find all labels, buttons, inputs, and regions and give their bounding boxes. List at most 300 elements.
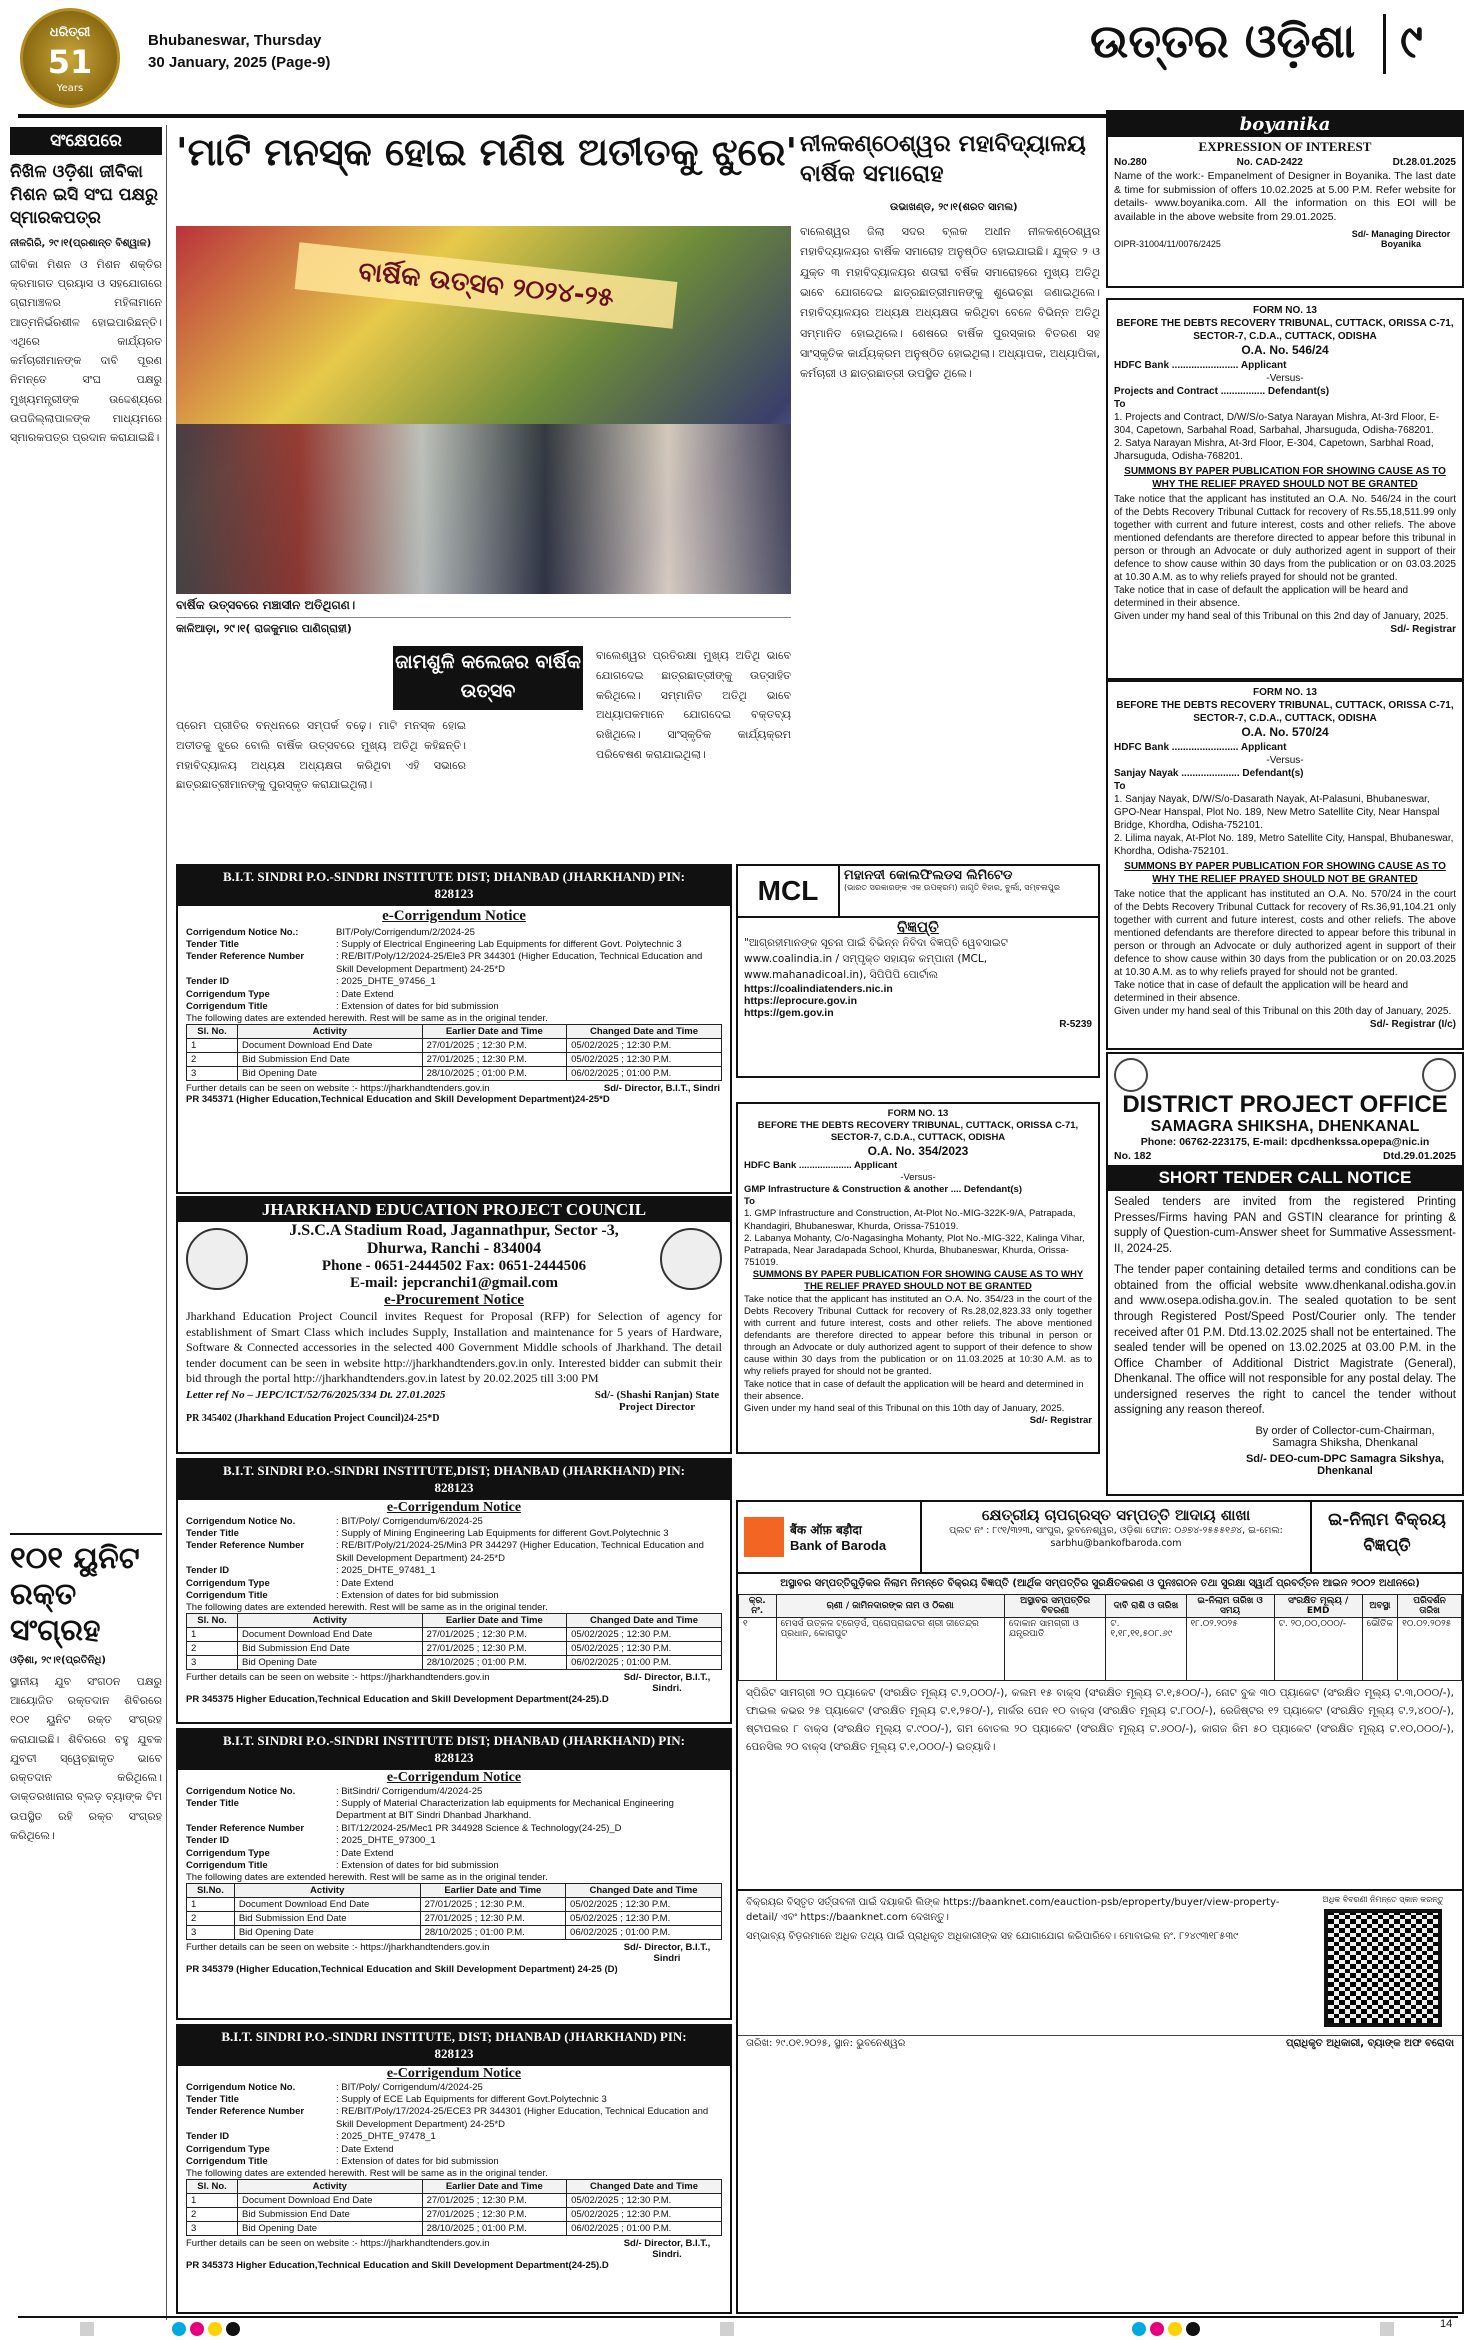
bit3-date-table (186, 1883, 722, 1940)
bit4-pr: PR 345373 Higher Education,Technical Education and Skill Development Department(24-25).D (186, 2260, 609, 2272)
bit-sindri-notice-2 (176, 1458, 732, 1724)
table-cell: 06/02/2025 ; 01:00 P.M. (566, 1926, 722, 1940)
bit3-intro: The following dates are extended herewith. Rest will be same as in the original tender. (186, 1872, 548, 1884)
table-cell: Bid Opening Date (238, 2222, 423, 2236)
dpo-heading: SHORT TENDER CALL NOTICE (1108, 1165, 1462, 1191)
samagra-shiksha-logo-icon (1422, 1058, 1456, 1092)
bit-sindri-notice-1 (176, 864, 732, 1194)
table-cell: 05/02/2025 ; 12:30 P.M. (566, 1898, 722, 1912)
table-cell: ୧୮.୦୨.୨୦୨୫ (1186, 1618, 1274, 1681)
bit4-detail-value: : 2025_DHTE_97478_1 (336, 2131, 436, 2143)
odisha-emblem-icon (1114, 1058, 1148, 1092)
table-cell: 05/02/2025 ; 12:30 P.M. (567, 1628, 722, 1642)
table-cell: 2 (187, 1053, 238, 1067)
drt-mid-given: Given under my hand seal of this Tribunal on this 10th day of January, 2025. (744, 1402, 1065, 1414)
bit2-heading: e-Corrigendum Notice (386, 1499, 522, 1515)
district-project-office-ad (1106, 1052, 1464, 1496)
jepc-title: JHARKHAND EDUCATION PROJECT COUNCIL (178, 1198, 730, 1222)
table-cell: ଭୌତିକ (1362, 1618, 1397, 1681)
bob-date-line: ତାରିଖ: ୨୯.୦୧.୨୦୨୫, ସ୍ଥାନ: ଭୁବନେଶ୍ୱର (746, 2038, 906, 2049)
bit1-detail-key: Corrigendum Type (186, 988, 270, 1000)
drt1-party-2: 2. Satya Narayan Mishra, At-3rd Floor, E-304, Capetown, Sarbhal Road, Jharsuguda, Odisha-768201. (1114, 437, 1434, 462)
table-cell: 27/01/2025 ; 12:30 P.M. (422, 1642, 567, 1656)
color-dots-right (1130, 2321, 1202, 2340)
table-header: Changed Date and Time (567, 2180, 722, 2194)
jepc-emblem-icon (186, 1228, 248, 1290)
drt1-party-1: 1. Projects and Contract, D/W/S/o-Satya Narayan Mishra, At-3rd Floor, E-304, Capetown, Sarbahal Road, Sarbahal, Jharsuguda, Odisha-768201. (1114, 411, 1440, 436)
bob-sign: ପ୍ରାଧିକୃତ ଅଧିକାରୀ, ବ୍ୟାଙ୍କ ଅଫ ବରୋଦା (1286, 2038, 1454, 2049)
bit3-title: B.I.T. SINDRI P.O.-SINDRI INSTITUTE DIST; DHANBAD (JHARKHAND) PIN: 828123 (178, 1730, 730, 1770)
drt-mid-sign: Sd/- Registrar (1029, 1415, 1092, 1427)
table-header: Earlier Date and Time (422, 1614, 567, 1628)
table-cell: 1 (187, 1628, 238, 1642)
table-cell: Bid Submission End Date (234, 1912, 420, 1926)
jepc-address-1: J.S.C.A Stadium Road, Jagannathpur, Sector -3, (289, 1222, 619, 1239)
bit2-detail-value: : Extension of dates for bid submission (336, 1589, 499, 1601)
table-header: Activity (238, 1614, 423, 1628)
table-header: ସଂରକ୍ଷିତ ମୂଲ୍ୟ / EMD (1274, 1595, 1362, 1618)
drt2-body: Take notice that the applicant has instituted an O.A. No. 570/24 in the court of the Debts Recovery Tribunal Cuttack for recovery of Rs.36,91,104.21 only together with current and future interest, costs and other reliefs. The above mentioned defendants are therefore directed to appear before this tribunal in person or through an Advocate or duly authorized agent in support of their defence to show cause within 30 days from the publication or on 20.03.2025 at 10.30 A.M. as to why reliefs prayed for should not be granted. (1114, 888, 1456, 978)
drt1-form-no: FORM NO. 13 (1253, 305, 1317, 316)
jepc-notice (176, 1196, 732, 1454)
boyanika-sign: Sd/- Managing Director Boyanika (1351, 228, 1451, 249)
bit1-detail-value: : Extension of dates for bid submission (336, 1000, 499, 1012)
bit2-detail-value: : Supply of Mining Engineering Lab Equipments for different Govt.Polytechnic 3 (336, 1528, 669, 1540)
table-header: Changed Date and Time (567, 1614, 722, 1628)
bit3-detail-value: : BIT/12/2024-25/Mec1 PR 344928 Science & Technology(24-25)_D (336, 1822, 622, 1834)
mcl-subtitle: (ଭାରତ ସରକାରଙ୍କ ଏକ ଉପକ୍ରମ) ଜାଗୃତି ବିହାର, ବୁର୍ଲା, ସମ୍ବଲପୁର (844, 883, 1060, 892)
table-cell: 27/01/2025 ; 12:30 P.M. (422, 2208, 567, 2222)
bob-logo-icon (744, 1517, 784, 1557)
drt1-body: Take notice that the applicant has instituted an O.A. No. 546/24 in the court of the Debts Recovery Tribunal Cuttack for recovery of Rs.55,18,511.99 only together with current and future interest, costs and other reliefs. The above mentioned defendants are therefore directed to appear before this tribunal in person or through an Advocate or duly authorized agent in support of their defence to show cause within 30 days from the publication or on 03.03.2025 at 10.30 A.M. as to why reliefs prayed for should not be granted. (1114, 493, 1456, 583)
table-cell: ଟ. ୨୦,୦୦,୦୦୦/- (1274, 1618, 1362, 1681)
table-cell: Document Download End Date (238, 2194, 423, 2208)
bit4-detail-value: : Supply of ECE Lab Equipments for different Govt.Polytechnic 3 (336, 2094, 607, 2106)
table-cell: Bid Opening Date (238, 1656, 423, 1670)
college-body: ବାଲେଶ୍ୱର ଜିଲା ସଦର ବ୍ଲକ ଅଧୀନ ନୀଳକଣ୍ଠେଶ୍ୱର ମହାବିଦ୍ୟାଳୟର ବାର୍ଷିକ ସମାରୋହ ଅନୁଷ୍ଠିତ ହୋଇଯାଇଛି। ଯୁକ୍ତ ୨ ଓ ଯୁକ୍ତ ୩ ମହାବିଦ୍ୟାଳୟର ଶତାବ୍ଦୀ ବର୍ଷିକ ସମାରୋହରେ ମୁଖ୍ୟ ଅତିଥି ଭାବେ ଯୋଗଦେଇ ଛାତ୍ରଛାତ୍ରୀମାନଙ୍କୁ ଶୁଭେଚ୍ଛା ଜଣାଇଥିଲେ। ମହାବିଦ୍ୟାଳୟର ଅଧ୍ୟକ୍ଷ ଅଧ୍ୟକ୍ଷତା କରିଥିବା ବେଳେ ବିଭିନ୍ନ ଅତିଥି ସମ୍ମାନିତ ହୋଇଥିଲେ। ଶେଷରେ ବାର୍ଷିକ ପୁରସ୍କାର ବିତରଣ ସହ ସାଂସ୍କୃତିକ କାର୍ଯ୍ୟକ୍ରମ ଅନୁଷ୍ଠିତ ହୋଇଥିଲା। ଅଧ୍ୟାପକ, ଅଧ୍ୟାପିକା, କର୍ମଚାରୀ ଓ ଛାତ୍ରଛାତ୍ରୀ ଉପସ୍ଥିତ ଥିଲେ। (800, 225, 1100, 381)
bit2-detail-value: : BIT/Poly/ Corrigendum/6/2024-25 (336, 1515, 483, 1527)
jharkhand-emblem-icon (660, 1228, 722, 1290)
drt-mid-applicant: HDFC Bank .................... Applicant (744, 1159, 898, 1171)
bob-branch-address: ପ୍ଲଟ ନଂ : ୮୯୧/୩୨୩, ସାଂପୁର, ଭୁବନେଶ୍ୱର, ଓଡ଼ିଶା ଫୋନ: ୦୬୭୪-୨୫୫୫୧୬୪, ଇ-ମେଲ: sarbhu@bankofbaroda.com (949, 1525, 1283, 1550)
page-number: ୯ (1400, 14, 1423, 68)
bit4-sign: Sd/- Director, B.I.T., Sindri. (623, 2238, 711, 2261)
table-cell: 05/02/2025 ; 12:30 P.M. (567, 1053, 722, 1067)
bit4-footer: Further details can be seen on website :- https://jharkhandtenders.gov.in (186, 2238, 490, 2250)
drt2-oa: O.A. No. 570/24 (1241, 725, 1329, 739)
bit1-detail-value: : Date Extend (336, 988, 394, 1000)
bob-notice-title: ଇ-ନିଲାମ ବିକ୍ରୟ ବିଜ୍ଞପ୍ତି (1328, 1510, 1446, 1556)
bit3-pr: PR 345379 (Higher Education,Technical Education and Skill Development Department) 24-25 (D) (186, 1964, 618, 1976)
jepc-body: Jharkhand Education Project Council invites Request for Proposal (RFP) for Selection of agency for establishment of Smart Class which includes Supply, Installation and maintenance for 5 years of Hardware, Software & Connected accessories in the selected 400 Government Middle schools of Jharkhand. The detail tender document can be seen in website http://jharkhandtenders.gov.in only. Interested bidder can submit their bid through the portal http://jharkhandtenders.gov.in latest by 20.02.2025 till 3:00 PM (186, 1309, 722, 1386)
bit1-detail-value: BIT/Poly/Corrigendum/2/2024-25 (336, 926, 475, 938)
date-page: 30 January, 2025 (Page-9) (148, 54, 331, 71)
logo-text: ଧରିତ୍ରୀ (49, 25, 91, 40)
drt-mid-to: To (744, 1196, 755, 1208)
table-cell: 28/10/2025 ; 01:00 P.M. (420, 1926, 565, 1940)
bit3-detail-value: : Date Extend (336, 1847, 394, 1859)
table-cell: 05/02/2025 ; 12:30 P.M. (567, 2208, 722, 2222)
registration-block-left (80, 2322, 94, 2336)
bit4-intro: The following dates are extended herewith. Rest will be same as in the original tender. (186, 2168, 548, 2180)
drt-mid-party-2: 2. Labanya Mohanty, C/o-Nagasingha Mohanty, Plot No.-MIG-322, Kalinga Vihar, Patrapada, Near Jaradapada School, Khurda, Bhubaneswar, Khurda, Orissa-751019. (744, 1232, 1085, 1269)
bit2-detail-value: : RE/BIT/Poly/21/2024-25/Min3 PR 344297 (Higher Education, Technical Education and Skill Development Department) 24-25*D (336, 1540, 704, 1564)
college-headline: ନୀଳକଣ୍ଠେଶ୍ୱର ମହାବିଦ୍ୟାଳୟ ବାର୍ଷିକ ସମାରୋହ (800, 131, 1086, 187)
footer-page-number: 14 (1440, 2318, 1453, 2330)
table-cell: 28/10/2025 ; 01:00 P.M. (422, 1656, 567, 1670)
bit1-detail-value: : RE/BIT/Poly/12/2024-25/Ele3 PR 344301 (Higher Education, Technical Education and Skill Development Department) 24-25*D (336, 951, 703, 975)
photo-people (176, 424, 791, 594)
bit2-intro: The following dates are extended herewith. Rest will be same as in the original tender. (186, 1602, 548, 1614)
table-cell: 05/02/2025 ; 12:30 P.M. (567, 1642, 722, 1656)
bit2-title: B.I.T. SINDRI P.O.-SINDRI INSTITUTE,DIST; DHANBAD (JHARKHAND) PIN: 828123 (178, 1460, 730, 1500)
table-cell: 05/02/2025 ; 12:30 P.M. (566, 1912, 722, 1926)
boyanika-cad: No. CAD-2422 (1236, 157, 1303, 168)
dpo-subtitle: SAMAGRA SHIKSHA, DHENKANAL (1150, 1118, 1420, 1136)
lead-subheadline: ଜାମଶୁଳି କଲେଜର ବାର୍ଷିକ ଉତ୍ସବ (393, 646, 583, 710)
jepc-pr: PR 345402 (Jharkhand Education Project Council)24-25*D (186, 1412, 440, 1424)
drt-mid-title: BEFORE THE DEBTS RECOVERY TRIBUNAL, CUTTACK, ORISSA C-71, SECTOR-7, C.D.A., CUTTACK, ODISHA (757, 1120, 1079, 1144)
table-cell: 2 (187, 1912, 235, 1926)
table-cell: 1 (187, 2194, 238, 2208)
bit1-pr: PR 345371 (Higher Education,Technical Education and Skill Development Department)24-25*D (186, 1094, 610, 1106)
bit3-detail-key: Tender Reference Number (186, 1822, 305, 1834)
bit-sindri-notice-3 (176, 1728, 732, 2020)
boyanika-heading: EXPRESSION OF INTEREST (1198, 139, 1372, 154)
table-row (739, 1618, 1462, 1681)
drt2-applicant: HDFC Bank ........................ Applicant (1114, 741, 1287, 753)
bit4-detail-key: Tender ID (186, 2131, 230, 2143)
bit3-detail-key: Corrigendum Type (186, 1847, 270, 1859)
table-cell: 3 (187, 1656, 238, 1670)
bit3-details (186, 1786, 722, 1872)
drt-mid-body: Take notice that the applicant has instituted an O.A. No. 354/23 in the court of the Debts Recovery Tribunal Cuttack for recovery of Rs.28,02,823.33 only together with current and future interest, costs and other reliefs. The above mentioned defendants are therefore directed to appear before this tribunal in person or through an Advocate or duly authorized agent to support of their defence to show cause within 30 days from the publication or on 11.03.2025 at 10:30 A.M. as to why reliefs prayed for should not be granted. (744, 1293, 1092, 1378)
boyanika-ad (1106, 110, 1464, 288)
college-dateline: ଉଭାଖଣ୍ଡ, ୨୯।୧(ଶରତ ସାମଲ) (890, 202, 1018, 213)
bit2-details (186, 1516, 722, 1602)
table-row (187, 2222, 722, 2236)
drt1-sign: Sd/- Registrar (1390, 623, 1456, 635)
jepc-email: E-mail: jepcranchi1@gmail.com (349, 1275, 559, 1291)
bit2-detail-value: : 2025_DHTE_97481_1 (336, 1565, 436, 1577)
jepc-phone: Phone - 0651-2444502 Fax: 0651-2444506 (321, 1258, 587, 1274)
footer-rule (18, 2316, 1458, 2318)
bit4-detail-key: Tender Title (186, 2094, 239, 2106)
bob-links: ବିକ୍ରୟର ବିସ୍ତୃତ ସର୍ତ୍ତାବଳୀ ପାଇଁ ଦୟାକରି ଲିଙ୍କ https://baanknet.com/eauction-psb/eproperty/buyer/view-property-detail/ ଏବଂ https://baanknet.com ଦେଖନ୍ତୁ। (746, 1897, 1280, 1923)
bit4-detail-key: Corrigendum Type (186, 2143, 270, 2155)
photo-banner: ବାର୍ଷିକ ଉତ୍ସବ ୨୦୨୪-୨୫ (295, 242, 678, 328)
drt2-given: Given under my hand seal of this Tribunal on this 20th day of January, 2025. (1114, 1005, 1452, 1017)
dpo-no: No. 182 (1114, 1150, 1152, 1163)
bit3-detail-key: Corrigendum Notice No. (186, 1785, 296, 1797)
table-header: Sl.No. (187, 1884, 235, 1898)
drt-mid-defendant: GMP Infrastructure & Construction & another .... Defendant(s) (744, 1184, 1022, 1196)
mcl-body: "ଆଗ୍ରହୀମାନଙ୍କ ସୂଚନା ପାଇଁ ବିଭିନ୍ନ ନିବିଦା ବିଜ୍ଞପ୍ତି ୱେବସାଇଟ www.coalindia.in / ସମ୍ପୃକ୍ତ ସହାୟକ କମ୍ପାନୀ (MCL, www.mahanadicoal.in), ସିପିପିପି ପୋର୍ଟାଲ (744, 937, 1008, 981)
table-cell: ମେସର୍ସ ଉତ୍କଳ ଟ୍ରେଡ଼ର୍ସ, ପ୍ରୋପ୍ରାଇଟର ଶ୍ରୀ ଜୀତେନ୍ଦ୍ର ପ୍ରଧାନ, କୋରାପୁଟ (776, 1618, 1004, 1681)
drt2-sign: Sd/- Registrar (I/c) (1369, 1018, 1456, 1030)
drt-mid-form-no: FORM NO. 13 (887, 1108, 949, 1119)
drt1-summons: SUMMONS BY PAPER PUBLICATION FOR SHOWING CAUSE AS TO WHY THE RELIEF PRAYED SHOULD NOT BE GRANTED (1124, 465, 1446, 490)
dpo-phone: Phone: 06762-223175, E-mail: dpcdhenkssa.opepa@nic.in (1140, 1136, 1430, 1149)
bit2-detail-key: Corrigendum Title (186, 1589, 268, 1601)
table-cell: Document Download End Date (238, 1628, 423, 1642)
bit3-footer: Further details can be seen on website :- https://jharkhandtenders.gov.in (186, 1942, 490, 1954)
table-header: Activity (238, 2180, 423, 2194)
table-cell: Bid Submission End Date (238, 2208, 423, 2222)
table-header: Earlier Date and Time (422, 2180, 567, 2194)
blood-headline: ୧୦୧ ୟୁନିଟ ରକ୍ତ ସଂଗ୍ରହ (10, 1540, 140, 1648)
table-row (187, 1898, 722, 1912)
registration-block-right (1380, 2322, 1394, 2336)
boyanika-oipr: OIPR-31004/11/0076/2425 (1114, 238, 1221, 249)
bit4-date-table (186, 2179, 722, 2236)
table-header: Activity (234, 1884, 420, 1898)
table-cell: 1 (187, 1898, 235, 1912)
table-cell: 05/02/2025 ; 12:30 P.M. (567, 2194, 722, 2208)
boyanika-logo: boyanika (1108, 112, 1462, 137)
bit2-detail-key: Tender ID (186, 1565, 230, 1577)
table-cell: 3 (187, 2222, 238, 2236)
mcl-name: ମହାନଦୀ କୋଲଫିଲଡସ ଲିମିଟେଡ (844, 868, 1013, 883)
bit4-detail-value: : Extension of dates for bid submission (336, 2155, 499, 2167)
bit1-heading: e-Corrigendum Notice (382, 907, 526, 924)
table-row (187, 1053, 722, 1067)
bit2-footer: Further details can be seen on website :- https://jharkhandtenders.gov.in (186, 1672, 490, 1684)
table-cell: Bid Opening Date (238, 1067, 423, 1081)
drt-notice-546 (1106, 298, 1464, 680)
bit1-title: B.I.T. SINDRI P.O.-SINDRI INSTITUTE DIST; DHANBAD (JHARKHAND) PIN: 828123 (178, 866, 730, 906)
table-row (187, 2208, 722, 2222)
drt-mid-party-1: 1. GMP Infrastructure and Construction, At-Plot No.-MIG-322K-9/A, Patrapada, Khandagiri, Bhubaneswar, Khurda, Orissa-751019. (744, 1208, 1076, 1232)
table-cell: 3 (187, 1067, 238, 1081)
table-cell: 27/01/2025 ; 12:30 P.M. (422, 1039, 567, 1053)
table-cell: 06/02/2025 ; 01:00 P.M. (567, 1067, 722, 1081)
table-row (187, 1926, 722, 1940)
bit2-detail-key: Corrigendum Notice No. (186, 1515, 296, 1527)
bit3-detail-value: : Supply of Material Characterization lab equipments for Mechanical Engineering Department at BIT Sindri Dhanbad Jharkhand. (336, 1798, 674, 1822)
brief-dateline: ନୀଳଗିରି, ୨୯।୧(ପ୍ରଶାନ୍ତ ବିଶ୍ୱାଳ) (10, 237, 152, 249)
bob-branch: କ୍ଷେତ୍ରୀୟ ଚାପଗ୍ରସ୍ତ ସମ୍ପତ୍ତି ଆଦାୟ ଶାଖା (981, 1506, 1251, 1524)
boyanika-body: Name of the work:- Empanelment of Designer in Boyanika. The last date & time for submission of offers 10.02.2025 at 5.00 P.M. Refer website for details- www.boyanika.com. All the information on this EOI will be available in the above website from 29.01.2025. (1114, 170, 1456, 223)
logo-years-number: 51 (47, 43, 93, 81)
bob-brand-hindi: बैंक ऑफ़ बड़ौदा (790, 1523, 862, 1537)
drt1-given: Given under my hand seal of this Tribunal on this 2nd day of January, 2025. (1114, 610, 1449, 622)
drt1-applicant: HDFC Bank ........................ Applicant (1114, 359, 1287, 371)
table-header: ଋଣୀ / ଜାମିନଦାରଙ୍କ ନାମ ଓ ଠିକଣା (776, 1595, 1004, 1618)
table-cell: Bid Submission End Date (238, 1642, 423, 1656)
table-cell: Bid Submission End Date (238, 1053, 423, 1067)
table-row (187, 1656, 722, 1670)
bit3-detail-value: : Extension of dates for bid submission (336, 1859, 499, 1871)
drt-notice-570 (1106, 680, 1464, 1050)
table-cell: 28/10/2025 ; 01:00 P.M. (422, 2222, 567, 2236)
table-cell: 06/02/2025 ; 01:00 P.M. (567, 1656, 722, 1670)
lead-photo (176, 226, 791, 594)
drt2-versus: -Versus- (1266, 754, 1304, 766)
bit4-detail-value: : BIT/Poly/ Corrigendum/4/2024-25 (336, 2081, 483, 2093)
bit3-detail-key: Tender Title (186, 1798, 239, 1810)
bit2-detail-key: Corrigendum Type (186, 1577, 270, 1589)
blood-body: ସ୍ଥାନୀୟ ଯୁବ ସଂଗଠନ ପକ୍ଷରୁ ଆୟୋଜିତ ରକ୍ତଦାନ ଶିବିରରେ ୧୦୧ ୟୁନିଟ ରକ୍ତ ସଂଗ୍ରହ କରାଯାଇଛି। ଶିବିରରେ ବହୁ ଯୁବକ ଯୁବତୀ ସ୍ୱେଚ୍ଛାକୃତ ଭାବେ ରକ୍ତଦାନ କରିଥିଲେ। ଡାକ୍ତରଖାନାର ବ୍ଲଡ଼ ବ୍ୟାଙ୍କ ଟିମ ଉପସ୍ଥିତ ରହି ରକ୍ତ ସଂଗ୍ରହ କରିଥିଲେ। (10, 1674, 162, 1842)
table-header: Sl. No. (187, 1614, 238, 1628)
drt-notice-354 (736, 1102, 1100, 1454)
drt2-party-2: 2. Lilima nayak, At-Plot No. 189, Metro Satellite City, Hanspal, Bhubaneswar, Khordha, Odisha-752101. (1114, 832, 1454, 857)
table-cell: ୧ (739, 1618, 777, 1681)
bit3-detail-key: Tender ID (186, 1835, 230, 1847)
logo-seal (20, 8, 120, 108)
drt-mid-versus: -Versus- (900, 1171, 936, 1183)
table-row (187, 1642, 722, 1656)
bit2-pr: PR 345375 Higher Education,Technical Education and Skill Development Department(24-25).D (186, 1694, 609, 1706)
page-footer (0, 2316, 1477, 2339)
mcl-ref: R-5239 (1059, 1019, 1092, 1031)
table-cell: 28/10/2025 ; 01:00 P.M. (422, 1067, 567, 1081)
bit1-detail-key: Tender ID (186, 976, 230, 988)
drt1-versus: -Versus- (1266, 372, 1304, 384)
jepc-letter: Letter ref No – JEPC/ICT/52/76/2025/334 Dt. 27.01.2025 (186, 1388, 446, 1401)
mcl-notice (736, 864, 1100, 1078)
bit4-title: B.I.T. SINDRI P.O.-SINDRI INSTITUTE, DIST; DHANBAD (JHARKHAND) PIN: 828123 (178, 2026, 730, 2066)
boyanika-no: No.280 (1114, 157, 1147, 168)
jepc-address-2: Dhurwa, Ranchi - 834004 (366, 1240, 542, 1257)
table-cell: 2 (187, 1642, 238, 1656)
mcl-link-2[interactable]: https://eprocure.gov.in (744, 995, 857, 1008)
drt2-note: Take notice that in case of default the application will be heard and determined in their absence. (1114, 979, 1409, 1004)
lead-headline: 'ମାଟି ମନସ୍କ ହୋଇ ମଣିଷ ଅତୀତକୁ ଝୁରେ' (176, 130, 798, 174)
bit1-detail-value: : 2025_DHTE_97456_1 (336, 976, 436, 988)
boyanika-date: Dt.28.01.2025 (1392, 157, 1456, 168)
table-cell: 27/01/2025 ; 12:30 P.M. (420, 1898, 565, 1912)
bob-items: ସ୍ପିରିଟ ସାମଗ୍ରୀ ୨୦ ପ୍ୟାକେଟ (ସଂରକ୍ଷିତ ମୂଲ୍ୟ ଟ.୨,୦୦୦/-), କଲମ ୧୫ ବାକ୍ସ (ସଂରକ୍ଷିତ ମୂଲ୍ୟ ଟ.୧,୫୦୦/-), ନୋଟ ବୁକ ୩୦ ପ୍ୟାକେଟ (ସଂରକ୍ଷିତ ମୂଲ୍ୟ ଟ.୩,୦୦୦/-), ଫାଇଲ କଭର ୨୫ ପ୍ୟାକେଟ (ସଂରକ୍ଷିତ ମୂଲ୍ୟ ଟ.୧,୨୫୦/-), ମାର୍କର ପେନ ୧୦ ବାକ୍ସ (ସଂରକ୍ଷିତ ମୂଲ୍ୟ ଟ.୮୦୦/-), ରେଜିଷ୍ଟର ୧୨ ପ୍ୟାକେଟ (ସଂରକ୍ଷିତ ମୂଲ୍ୟ ଟ.୨,୪୦୦/-), ଷ୍ଟାପଲର ୮ ବାକ୍ସ (ସଂରକ୍ଷିତ ମୂଲ୍ୟ ଟ.୯୦୦/-), ଗମ ବୋତଲ ୨୦ ପ୍ୟାକେଟ (ସଂରକ୍ଷିତ ମୂଲ୍ୟ ଟ.୬୦୦/-), କାଗଜ ରିମ ୫୦ ପ୍ୟାକେଟ (ସଂରକ୍ଷିତ ମୂଲ୍ୟ ଟ.୧୦,୦୦୦/-), ପେନସିଲ ୨୦ ବାକ୍ସ (ସଂରକ୍ଷିତ ମୂଲ୍ୟ ଟ.୧,୦୦୦/-) ଇତ୍ୟାଦି। (746, 1687, 1454, 1753)
bob-brand-english: Bank of Baroda (790, 1538, 887, 1553)
bob-helpline: ସମ୍ଭାବ୍ୟ ବିଡ଼ରମାନେ ଅଧିକ ତଥ୍ୟ ପାଇଁ ପ୍ରାଧିକୃତ ଅଧିକାରୀଙ୍କ ସହ ଯୋଗାଯୋଗ କରିପାରିବେ। ମୋବାଇଲ ନଂ. ୮୨୪୯୩୧୮୫୩୯ (746, 1931, 1239, 1942)
masthead (0, 0, 1477, 118)
drt2-to: To (1114, 780, 1126, 792)
mcl-logo: MCL (738, 866, 840, 916)
bit1-detail-key: Tender Reference Number (186, 951, 305, 963)
bob-qr-caption: ଅଧିକ ବିବରଣୀ ନିମନ୍ତେ ସ୍କାନ କରନ୍ତୁ (1322, 1895, 1444, 1904)
table-row (187, 1067, 722, 1081)
drt1-oa: O.A. No. 546/24 (1241, 343, 1329, 357)
drt1-title: BEFORE THE DEBTS RECOVERY TRIBUNAL, CUTTACK, ORISSA C-71, SECTOR-7, C.D.A., CUTTACK, ODISHA (1116, 318, 1454, 342)
drt-mid-summons: SUMMONS BY PAPER PUBLICATION FOR SHOWING CAUSE AS TO WHY THE RELIEF PRAYED SHOULD NOT BE GRANTED (752, 1269, 1084, 1293)
mcl-link-1[interactable]: https://coalindiatenders.nic.in (744, 983, 893, 996)
bit3-sign: Sd/- Director, B.I.T., Sindri (623, 1942, 711, 1965)
table-cell: ୧୦.୦୨.୨୦୨୫ (1398, 1618, 1462, 1681)
lead-dateline: କାଳିଆଡ଼ା, ୨୯।୧( ରାଜକୁମାର ପାଣିଗ୍ରାହୀ) (176, 622, 352, 635)
table-cell: 05/02/2025 ; 12:30 P.M. (567, 1039, 722, 1053)
table-cell: 1 (187, 1039, 238, 1053)
brief-headline: ନିଖିଳ ଓଡ଼ିଶା ଜୀବିକା ମିଶନ ଇସି ସଂଘ ପକ୍ଷରୁ ସ୍ମାରକପତ୍ର (10, 162, 159, 228)
place-day: Bhubaneswar, Thursday (148, 32, 322, 49)
bit2-detail-key: Tender Title (186, 1528, 239, 1540)
table-cell: 2 (187, 2208, 238, 2222)
mcl-link-3[interactable]: https://gem.gov.in (744, 1007, 834, 1020)
table-row (187, 1039, 722, 1053)
table-cell: Document Download End Date (234, 1898, 420, 1912)
dpo-order: By order of Collector-cum-Chairman, Samagra Shiksha, Dhenkanal (1255, 1424, 1435, 1449)
table-header: ଅବସ୍ଥା (1362, 1595, 1397, 1618)
bit2-detail-key: Tender Reference Number (186, 1540, 305, 1552)
table-header: Earlier Date and Time (422, 1025, 567, 1039)
table-cell: ଦୋକାନ ସାମଗ୍ରୀ ଓ ଯନ୍ତ୍ରପାତି (1004, 1618, 1106, 1681)
lead-body-right: ବାଲେଶ୍ୱର ପ୍ରତିରକ୍ଷା ମୁଖ୍ୟ ଅତିଥି ଭାବେ ଯୋଗଦେଇ ଛାତ୍ରଛାତ୍ରୀଙ୍କୁ ଉତ୍ସାହିତ କରିଥିଲେ। ସମ୍ମାନିତ ଅତିଥି ଭାବେ ଅଧ୍ୟାପକମାନେ ଯୋଗଦେଇ ବକ୍ତବ୍ୟ ରଖିଥିଲେ। ସାଂସ୍କୃତିକ କାର୍ଯ୍ୟକ୍ରମ ପରିବେଷଣ କରାଯାଇଥିଲା। (596, 649, 791, 761)
table-header: Changed Date and Time (566, 1884, 722, 1898)
section-title: ଉତ୍ତର ଓଡ଼ିଶା (1090, 14, 1356, 68)
bit3-detail-value: : BitSindri/ Corrigendum/4/2024-25 (336, 1785, 483, 1797)
drt2-summons: SUMMONS BY PAPER PUBLICATION FOR SHOWING CAUSE AS TO WHY THE RELIEF PRAYED SHOULD NOT BE GRANTED (1124, 860, 1446, 885)
table-cell: 27/01/2025 ; 12:30 P.M. (422, 1053, 567, 1067)
bit1-intro: The following dates are extended herewith. Rest will be same as in the original tender. (186, 1013, 548, 1025)
table-row (187, 1628, 722, 1642)
jepc-sign: Sd/- (Shashi Ranjan) State Project Director (594, 1388, 720, 1413)
table-cell: 3 (187, 1926, 235, 1940)
registration-block-center (720, 2322, 734, 2336)
drt2-form-no: FORM NO. 13 (1253, 687, 1317, 698)
table-cell: Bid Opening Date (234, 1926, 420, 1940)
table-cell: Document Download End Date (238, 1039, 423, 1053)
bit2-sign: Sd/- Director, B.I.T., Sindri. (623, 1672, 711, 1695)
bob-intro: ଅସ୍ଥାବର ସମ୍ପତ୍ତିଗୁଡ଼ିକର ନିଲାମ ନିମନ୍ତେ ବିକ୍ରୟ ବିଜ୍ଞପ୍ତି (ଆର୍ଥିକ ସମ୍ପତ୍ତିର ସୁରକ୍ଷିତକରଣ ଓ ପୁନଃଗଠନ ତଥା ସୁରକ୍ଷା ସ୍ୱାର୍ଥ ପ୍ରବର୍ତ୍ତନ ଆଇନ ୨୦୦୨ ଅଧୀନରେ) (780, 1578, 1420, 1589)
table-header: Sl. No. (187, 1025, 238, 1039)
bank-of-baroda-auction (736, 1500, 1464, 2314)
lead-body-left: ପ୍ରେମ ପ୍ରୀତିର ବନ୍ଧନରେ ସମ୍ପର୍କ ବଢ଼େ। ମାଟି ମନସ୍କ ହୋଇ ଅତୀତକୁ ଝୁରେ ବୋଲି ବାର୍ଷିକ ଉତ୍ସବରେ ମୁଖ୍ୟ ଅତିଥି କହିଛନ୍ତି। ମହାବିଦ୍ୟାଳୟ ଅଧ୍ୟକ୍ଷ ଅଧ୍ୟକ୍ଷତା କରିଥିବା ଏହି ସଭାରେ ଛାତ୍ରଛାତ୍ରୀମାନଙ୍କୁ ପୁରସ୍କୃତ କରାଯାଇଥିଲା। (176, 719, 466, 792)
brief-header: ସଂକ୍ଷେପରେ (10, 127, 162, 155)
bit4-detail-value: : RE/BIT/Poly/17/2024-25/ECE3 PR 344301 (Higher Education, Technical Education and Skill Development Department) 24-25*D (336, 2106, 709, 2130)
bit1-footer: Further details can be seen on website :- https://jharkhandtenders.gov.in (186, 1083, 490, 1095)
bit1-date-table (186, 1024, 722, 1081)
drt1-defendant: Projects and Contract ................ Defendant(s) (1114, 385, 1330, 397)
blood-dateline: ଓଡ଼ିଶା, ୨୯।୧(ପ୍ରତିନିଧି) (10, 1654, 106, 1666)
dpo-title: DISTRICT PROJECT OFFICE (1122, 1091, 1448, 1118)
bit1-detail-value: : Supply of Electrical Engineering Lab Equipments for different Govt. Polytechnic 3 (336, 939, 682, 951)
table-header: ଅସ୍ଥାବର ସମ୍ପତ୍ତିର ବିବରଣୀ (1004, 1595, 1106, 1618)
brief-body: ଜୀବିକା ମିଶନ ଓ ମିଶନ ଶକ୍ତିର କ୍ରମାଗତ ପ୍ରୟାସ ଓ ସହଯୋଗରେ ଗ୍ରାମାଞ୍ଚଳର ମହିଳାମାନେ ଆତ୍ମନିର୍ଭରଶୀଳ ହୋଇପାରିଛନ୍ତି। ଏଥିରେ କାର୍ଯ୍ୟରତ କର୍ମଚାରୀମାନଙ୍କ ଦାବି ପୂରଣ ନିମନ୍ତେ ସଂଘ ପକ୍ଷରୁ ମୁଖ୍ୟମନ୍ତ୍ରୀଙ୍କ ଉଦ୍ଦେଶ୍ୟରେ ଉପଜିଲ୍ଲାପାଳଙ୍କ ମାଧ୍ୟମରେ ସ୍ମାରକପତ୍ର ପ୍ରଦାନ କରାଯାଇଛି। (10, 257, 162, 445)
table-row (187, 1912, 722, 1926)
table-header: କ୍ର. ନଂ. (739, 1595, 777, 1618)
bit2-date-table (186, 1613, 722, 1670)
bit4-detail-key: Tender Reference Number (186, 2106, 305, 2118)
bit3-detail-key: Corrigendum Title (186, 1859, 268, 1871)
qr-code-icon[interactable] (1324, 1909, 1442, 2027)
title-divider (1383, 14, 1386, 74)
drt2-defendant: Sanjay Nayak ..................... Defendant(s) (1114, 767, 1304, 779)
bit4-details (186, 2082, 722, 2168)
table-header: Earlier Date and Time (420, 1884, 565, 1898)
table-header: Activity (238, 1025, 423, 1039)
table-header: ପରିଦର୍ଶନ ତାରିଖ (1398, 1595, 1462, 1618)
bit3-detail-value: : 2025_DHTE_97300_1 (336, 1835, 436, 1847)
table-header: Sl. No. (187, 2180, 238, 2194)
drt1-to: To (1114, 398, 1126, 410)
bit1-detail-key: Corrigendum Notice No.: (186, 926, 299, 938)
dpo-para-1: Sealed tenders are invited from the registered Printing Presses/Firms having PAN and GSTIN clearance for printing & supply of Question-cum-Answer sheet for Summative Assessment-II, 2024-25. (1114, 1196, 1456, 1255)
table-cell: 27/01/2025 ; 12:30 P.M. (420, 1912, 565, 1926)
left-column-rule (166, 125, 167, 2320)
color-dots-left (170, 2321, 242, 2340)
bit-sindri-notice-4 (176, 2024, 732, 2314)
bit4-detail-value: : Date Extend (336, 2143, 394, 2155)
mcl-heading: ବିଜ୍ଞପ୍ତି (897, 918, 939, 936)
photo-caption: ବାର୍ଷିକ ଉତ୍ସବରେ ମଞ୍ଚାସୀନ ଅତିଥିଗଣ। (176, 598, 791, 618)
bit1-detail-key: Tender Title (186, 939, 239, 951)
bit4-heading: e-Corrigendum Notice (386, 2065, 522, 2081)
bit4-detail-key: Corrigendum Notice No. (186, 2081, 296, 2093)
table-header: ଇ-ନିଲାମ ତାରିଖ ଓ ସମୟ (1186, 1595, 1274, 1618)
table-header: Changed Date and Time (567, 1025, 722, 1039)
drt2-party-1: 1. Sanjay Nayak, D/W/S/o-Dasarath Nayak, At-Palasuni, Bhubaneswar, GPO-Near Hanspal, Plot No. 189, New Metro Satellite City, Near Hanspal Bridge, Khordha, Odisha-752101. (1114, 793, 1440, 831)
dpo-para-2: The tender paper containing detailed terms and conditions can be obtained from the official website www.dhenkanal.odisha.gov.in and www.osepa.odisha.gov.in. The sealed quotation to be sent through Registered Post/Speed Post/Courier only. The tender received after 01 P.M. Dtd.13.02.2025 shall not be entertained. The sealed tender will be opened on 13.02.2025 at 03.00 P.M. in the Office Chamber of Additional District Magistrate (General), Dhenkanal. The office will not responsible for any postal delay. The undersigned reserves the right to cancel the tender without assigning any reason thereof. (1114, 1264, 1456, 1417)
